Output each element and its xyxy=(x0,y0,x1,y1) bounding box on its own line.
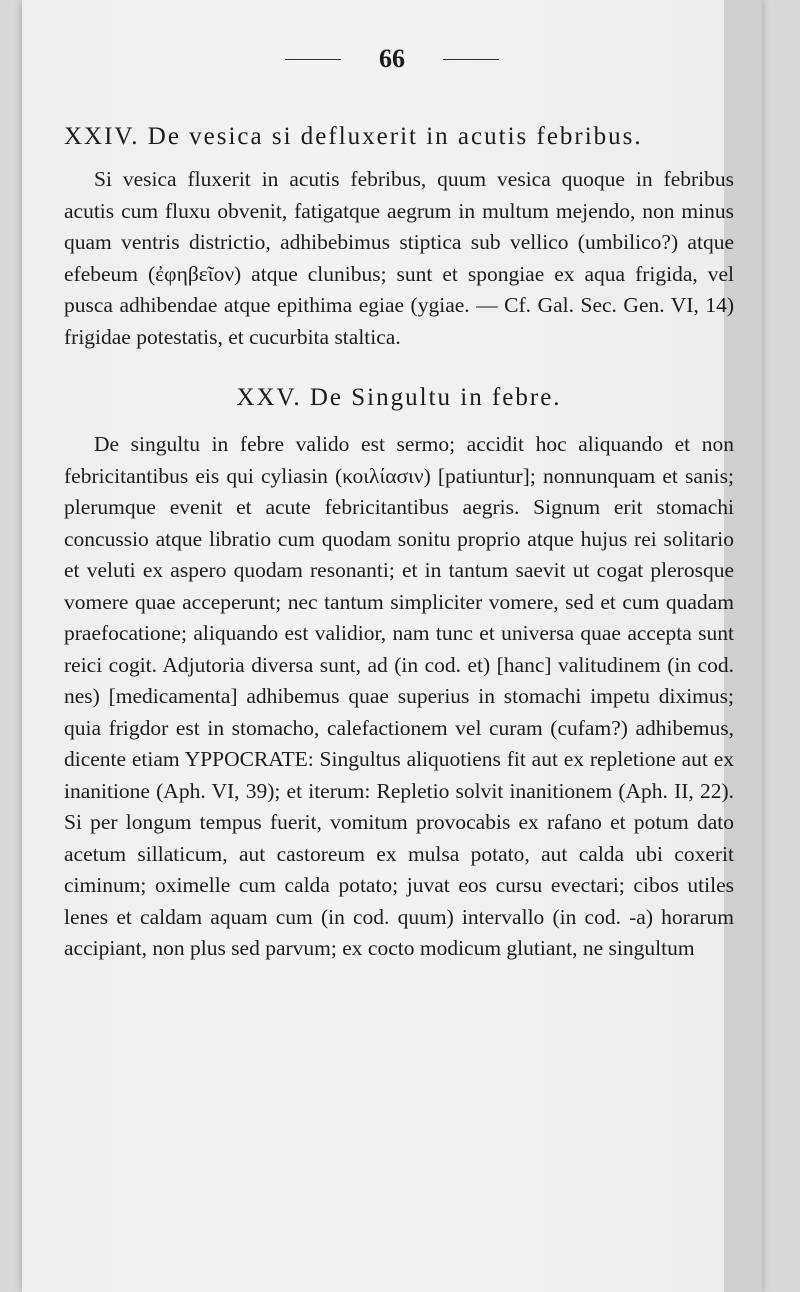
page-content xyxy=(64,120,734,965)
book-page xyxy=(22,0,762,1292)
section-text-xxiv: Si vesica fluxerit in acutis febribus, quum vesica quoque in febribus acutis cum fluxu obvenit, fatigatque aegrum in multum mejendo, non minus quam ventris districtio, adhibebimus stiptica sub vellico (umbilico?) atque efebeum (ἐφηβεῖον) atque clunibus; sunt et spongiae ex aqua frigida, vel pusca adhibendae atque epithima egiae (ygiae. — Cf. Gal. Sec. Gen. VI, 14) frigidae potestatis, et cucurbita staltica. xyxy=(64,167,734,349)
section-heading-xxiv: XXIV. De vesica si defluxerit in acutis febribus. xyxy=(64,123,643,150)
section-heading-xxv: XXV. De Singultu in febre. xyxy=(236,384,562,411)
header-rule-right xyxy=(443,59,499,60)
page-header xyxy=(22,44,762,74)
section-text-xxv: De singultu in febre valido est sermo; accidit hoc aliquando et non febricitantibus eis qui cyliasin (κοιλίασιν) [patiuntur]; nonnunquam et sanis; plerumque evenit et acute febricitantibus aegris. Signum erit stomachi concussio atque libratio cum quodam sonitu proprio atque hujus rei solitario et veluti ex aspero quodam resonanti; et in tantum saevit ut cogat plerosque vomere quae acceperunt; nec tantum simpliciter vomere, sed et cum quadam praefocatione; aliquando est validior, nam tunc et universa quae accepta sunt reici cogit. Adjutoria diversa sunt, ad (in cod. et) [hanc] valitudinem (in cod. nes) [medicamenta] adhibemus quae superius in stomachi impetu diximus; quia frigdor est in stomacho, calefactionem vel curam (cufam?) adhibemus, dicente etiam YPPOCRATE: Singultus aliquotiens fit aut ex repletione aut ex inanitione (Aph. VI, 39); et iterum: Repletio solvit inanitionem (Aph. II, 22). Si per longum tempus fuerit, vomitum provocabis ex rafano et potum dato acetum sillaticum, aut castoreum ex mulsa potato, aut calda ubi coxerit ciminum; oximelle cum calda potato; juvat eos cursu evectari; cibos utiles lenes et caldam aquam cum (in cod. quum) intervallo (in cod. -a) horarum accipiant, non plus sed parvum; ex cocto modicum glutiant, ne singultum xyxy=(64,432,734,960)
header-rule-left xyxy=(285,59,341,60)
page-number: 66 xyxy=(379,44,405,73)
